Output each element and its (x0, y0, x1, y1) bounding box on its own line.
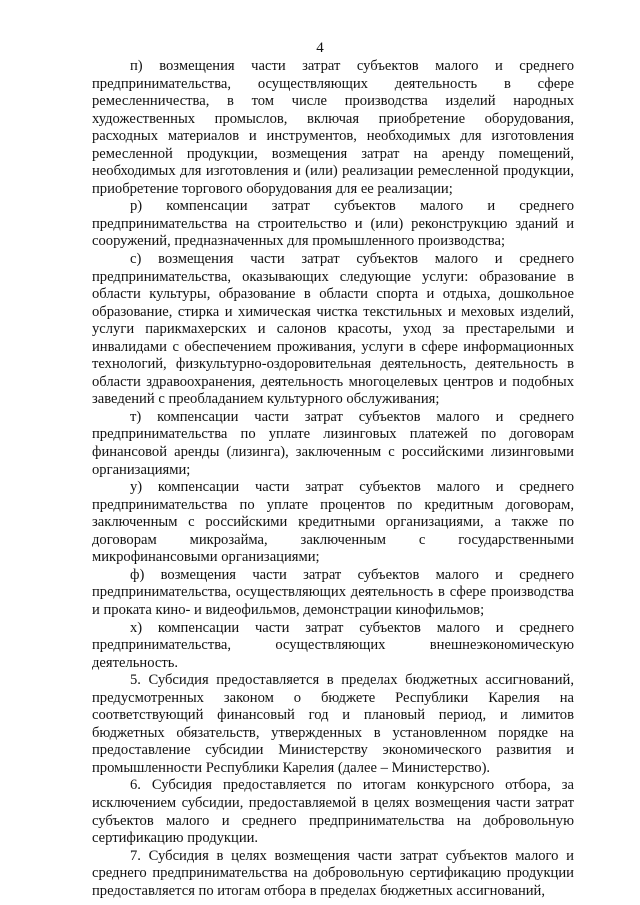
paragraph-s: с) возмещения части затрат субъектов малого и среднего предпринимательства, оказывающих следующие услуги: образование в области культуры, образование в области спорта и отдыха, дошкольное образование, стирка и химическая чистка текстильных и меховых изделий, услуги парикмахерских и салонов красоты, уход за престарелыми и инвалидами с обеспечением проживания, услуги в сфере информационных технологий, физкультурно-оздоровительная деятельность, деятельность в области здравоохранения, деятельность многоцелевых центров и подобных заведений с преобладанием культурного обслуживания; (92, 251, 574, 408)
paragraph-t: т) компенсации части затрат субъектов малого и среднего предпринимательства по уплате лизинговых платежей по договорам финансовой аренды (лизинга), заключенным с российскими лизинговыми организациями; (92, 408, 574, 478)
paragraph-f: ф) возмещения части затрат субъектов малого и среднего предпринимательства, осуществляющих деятельность в сфере производства и проката кино- и видеофильмов, демонстрации кинофильмов; (92, 566, 574, 618)
paragraph-r: р) компенсации затрат субъектов малого и среднего предпринимательства на строительство и (или) реконструкцию зданий и сооружений, предназначенных для промышленного производства; (92, 198, 574, 250)
paragraph-p: п) возмещения части затрат субъектов малого и среднего предпринимательства, осуществляющих деятельность в сфере ремесленничества, в том числе производства изделий народных художественных промыслов, включая приобретение оборудования, расходных материалов и инструментов, необходимых для изготовления ремесленной продукции, возмещения затрат на аренду помещений, необходимых для изготовления и (или) реализации ремесленной продукции, приобретение торгового оборудования для ее реализации; (92, 58, 574, 197)
page-number: 4 (316, 40, 324, 56)
document-body (92, 58, 574, 900)
paragraph-7: 7. Субсидия в целях возмещения части затрат субъектов малого и среднего предпринимательства на добровольную сертификацию продукции предоставляется по итогам отбора в пределах бюджетных ассигнований, (92, 847, 574, 899)
paragraph-5: 5. Субсидия предоставляется в пределах бюджетных ассигнований, предусмотренных законом о бюджете Республики Карелия на соответствующий финансовый год и плановый период, и лимитов бюджетных обязательств, утвержденных в установленном порядке на предоставление субсидии Министерству экономического развития и промышленности Республики Карелия (далее – Министерство). (92, 672, 574, 776)
paragraph-u: у) компенсации части затрат субъектов малого и среднего предпринимательства по уплате процентов по кредитным договорам, заключенным с российскими кредитными организациями, а также по договорам микрозайма, заключенным с государственными микрофинансовыми организациями; (92, 479, 574, 566)
paragraph-kh: х) компенсации части затрат субъектов малого и среднего предпринимательства, осуществляющих внешнеэкономическую деятельность. (92, 619, 574, 671)
paragraph-6: 6. Субсидия предоставляется по итогам конкурсного отбора, за исключением субсидии, предоставляемой в целях возмещения части затрат субъектов малого и среднего предпринимательства на добровольную сертификацию продукции. (92, 777, 574, 847)
